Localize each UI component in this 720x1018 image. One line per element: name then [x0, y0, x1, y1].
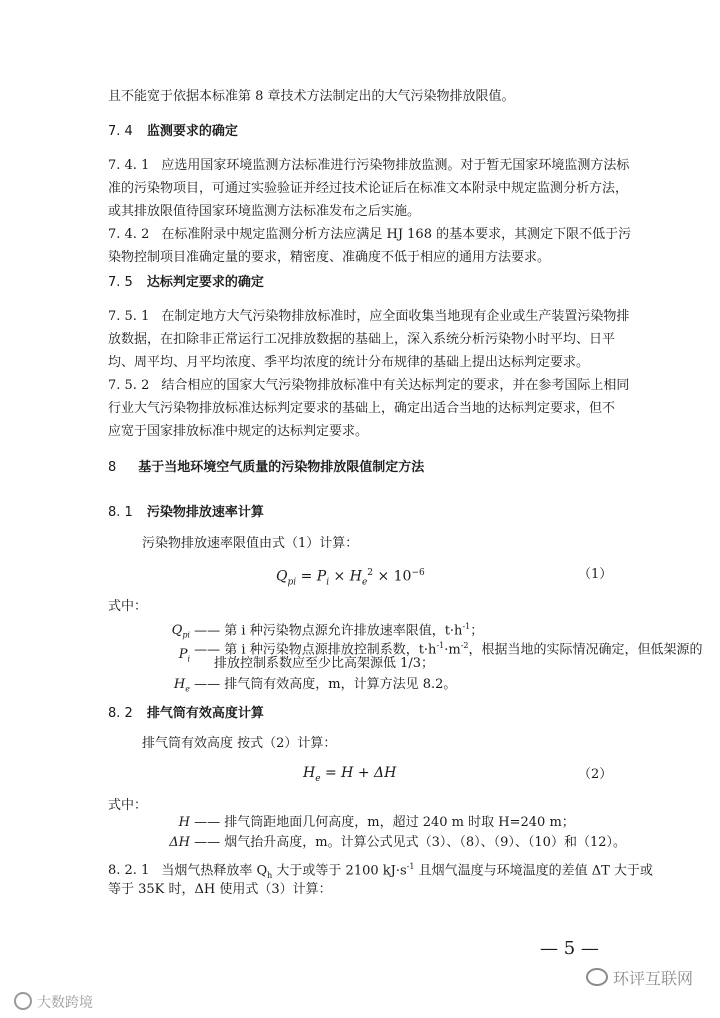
def-text-end: ；	[470, 623, 484, 639]
clause-number: 7. 5. 1	[108, 309, 150, 324]
clause-number: 8. 2. 1	[108, 863, 150, 879]
para-7-4-2-line2: 染物控制项目准确定量的要求，精密度、准确度不低于相应的通用方法要求。	[108, 250, 551, 265]
formula-subscript: i	[326, 577, 330, 588]
continuation-line: 且不能宽于依据本标准第 8 章技术方法制定出的大气污染物排放限值。	[108, 89, 515, 104]
watermark-right-text: 环评互联网	[613, 969, 694, 988]
para-7-4-1-line1	[108, 157, 629, 175]
def-text: —— 烟气抬升高度，m。计算公式见式（3）、（8）、（9）、（10）和（12）。	[194, 835, 626, 850]
formula-1	[276, 563, 425, 592]
formula-symbol: Q	[276, 568, 288, 585]
para-7-5-2-line1	[108, 377, 629, 395]
para-text: 当烟气热释放率 Q	[161, 863, 268, 879]
heading-8	[108, 459, 424, 477]
def-he	[150, 676, 456, 699]
para-7-5-1-line2: 放数据，在扣除非正常运行工况排放数据的基础上，深入系统分析污染物小时平均、日平	[108, 332, 616, 347]
symbol-subscript: i	[187, 654, 190, 664]
def-text: —— 第 i 种污染物点源排放控制系数，t·h	[194, 642, 437, 658]
heading-7-5	[108, 274, 264, 292]
para-7-4-1-line3: 或其排放限值待国家环境监测方法标准发布之后实施。	[108, 204, 421, 219]
formula-operator: =	[296, 568, 317, 585]
formula-2-intro: 排气筒有效高度 按式（2）计算：	[142, 736, 337, 751]
watermark-right	[586, 966, 693, 989]
unit-superscript: -2	[460, 641, 469, 650]
para-8-2-1-line2: 等于 35K 时，ΔH 使用式（3）计算：	[108, 882, 332, 897]
def-dh	[150, 834, 626, 852]
para-7-5-1-line3: 均、周平均、月平均浓度、季平均浓度的统计分布规律的基础上提出达标判定要求。	[108, 355, 590, 370]
heading-title: 基于当地环境空气质量的污染物排放限值制定方法	[138, 460, 425, 475]
unit-superscript: -1	[436, 641, 445, 650]
heading-number: 7. 5	[108, 275, 133, 290]
formula-2	[303, 763, 396, 789]
unit-superscript: -1	[462, 622, 471, 631]
formula-superscript: 2	[367, 568, 373, 578]
formula-exponent: −6	[411, 568, 425, 578]
heading-title: 达标判定要求的确定	[146, 275, 264, 290]
symbol-he	[150, 676, 190, 699]
para-7-4-1-line2: 准的污染物项目，可通过实验验证并经过技术论证后在标准文本附录中规定监测分析方法，	[108, 181, 629, 196]
heading-8-2	[108, 705, 264, 723]
para-text: 大于或等于 2100 kJ·s	[272, 863, 407, 879]
para-text: 在标准附录中规定监测分析方法应满足 HJ 168 的基本要求，其测定下限不低于污	[161, 227, 632, 242]
symbol-letter: P	[178, 647, 188, 662]
equation-number-2: （2）	[578, 767, 613, 782]
clause-number: 7. 4. 1	[108, 158, 150, 173]
formula-1-intro: 污染物排放速率限值由式（1）计算：	[142, 536, 359, 551]
formula-rest: = H + ΔH	[320, 765, 397, 781]
para-7-4-2-line1	[108, 226, 631, 244]
symbol-subscript: e	[185, 684, 190, 694]
formula-operator: × 10	[373, 568, 412, 585]
para-text: 在制定地方大气污染物排放标准时，应全面收集当地现有企业或生产装置污染物排	[161, 309, 630, 324]
watermark-left	[14, 992, 93, 1012]
watermark-left-text: 大数跨境	[37, 995, 93, 1011]
def-text: —— 第 i 种污染物点源允许排放速率限值，t·h	[194, 623, 463, 639]
heading-number: 8. 1	[108, 505, 133, 520]
formula-subscript: e	[361, 577, 368, 588]
clause-number: 7. 5. 2	[108, 378, 150, 393]
symbol-dh: ΔH	[169, 835, 190, 850]
para-text: 应选用国家环境监测方法标准进行污染物排放监测。对于暂无国家环境监测方法标	[161, 158, 630, 173]
symbol-h: H	[178, 815, 190, 830]
wechat-icon	[586, 968, 608, 986]
symbol-p-letter	[150, 646, 190, 669]
para-7-5-1-line1	[108, 308, 629, 326]
def-text: —— 排气筒有效高度，m，计算方法见 8.2。	[194, 677, 457, 692]
para-subscript: h	[267, 870, 273, 880]
def-text: ，根据当地的实际情况确定，但低架源的	[468, 642, 703, 658]
heading-title: 污染物排放速率计算	[146, 505, 264, 520]
symbol-letter: Q	[171, 623, 183, 639]
para-7-5-2-line2: 行业大气污染物排放标准达标判定要求的基础上，确定出适合当地的达标判定要求，但不	[108, 401, 616, 416]
para-7-5-2-line3: 应宽于国家排放标准中规定的达标判定要求。	[108, 424, 369, 439]
watermark-logo-icon	[14, 992, 32, 1010]
clause-number: 7. 4. 2	[108, 227, 150, 242]
heading-title: 监测要求的确定	[146, 124, 238, 139]
def-h	[150, 814, 575, 832]
heading-7-4	[108, 123, 238, 141]
heading-number: 8	[108, 460, 117, 475]
def-text: —— 排气筒距地面几何高度，m，超过 240 m 时取 H=240 m；	[194, 815, 575, 830]
heading-number: 7. 4	[108, 124, 133, 139]
def-p-line2: 排放控制系数应至少比高架源低 1/3；	[214, 656, 435, 671]
symbol-letter: H	[173, 677, 186, 692]
formula-symbol: P	[316, 568, 327, 585]
symbol-subscript: pi	[182, 630, 190, 640]
formula-symbol: H	[349, 568, 362, 585]
page-number: — 5 —	[540, 938, 599, 959]
heading-number: 8. 2	[108, 706, 133, 721]
where-label-1: 式中：	[108, 599, 148, 614]
formula-operator: ×	[329, 568, 350, 585]
formula-subscript: e	[315, 773, 321, 784]
para-text: 且烟气温度与环境温度的差值 ΔT 大于或	[414, 863, 653, 879]
def-text: ·m	[444, 642, 461, 658]
para-text: 结合相应的国家大气污染物排放标准中有关达标判定的要求，并在参考国际上相同	[161, 378, 630, 393]
where-label-2: 式中：	[108, 798, 148, 813]
equation-number-1: （1）	[578, 567, 613, 582]
heading-8-1	[108, 504, 264, 522]
formula-subscript: pi	[287, 577, 297, 588]
heading-title: 排气筒有效高度计算	[146, 706, 264, 721]
formula-symbol: H	[303, 765, 316, 781]
para-superscript: -1	[406, 862, 415, 871]
